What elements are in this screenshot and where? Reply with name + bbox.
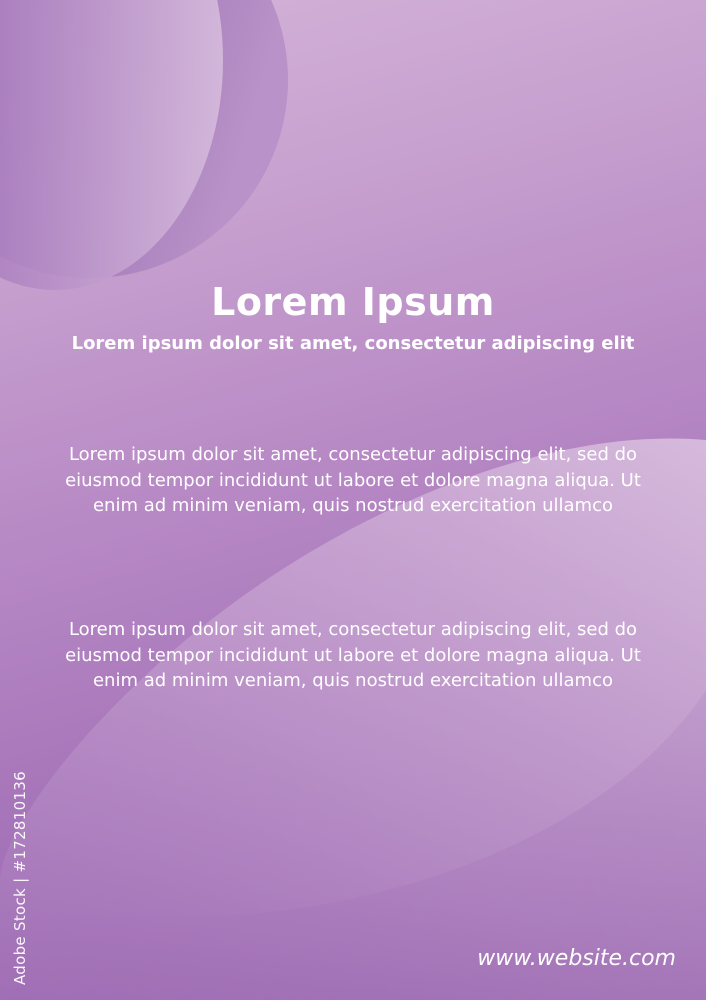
- poster-subtitle: Lorem ipsum dolor sit amet, consectetur adipiscing elit: [71, 333, 635, 354]
- body-paragraph-2: Lorem ipsum dolor sit amet, consectetur adipiscing elit, sed do eiusmod tempor incididunt ut labore et dolore magna aliqua. Ut enim ad minim veniam, quis nostrud exercitation ullamco: [65, 619, 641, 691]
- top-left-circle-shape: [0, 0, 288, 290]
- poster-title: Lorem Ipsum: [211, 280, 495, 324]
- stock-credit: Adobe Stock | #172810136: [11, 771, 29, 985]
- website-url: www.website.com: [477, 946, 676, 971]
- body-paragraph-1: Lorem ipsum dolor sit amet, consectetur adipiscing elit, sed do eiusmod tempor incididunt ut labore et dolore magna aliqua. Ut enim ad minim veniam, quis nostrud exercitation ullamco: [65, 444, 641, 516]
